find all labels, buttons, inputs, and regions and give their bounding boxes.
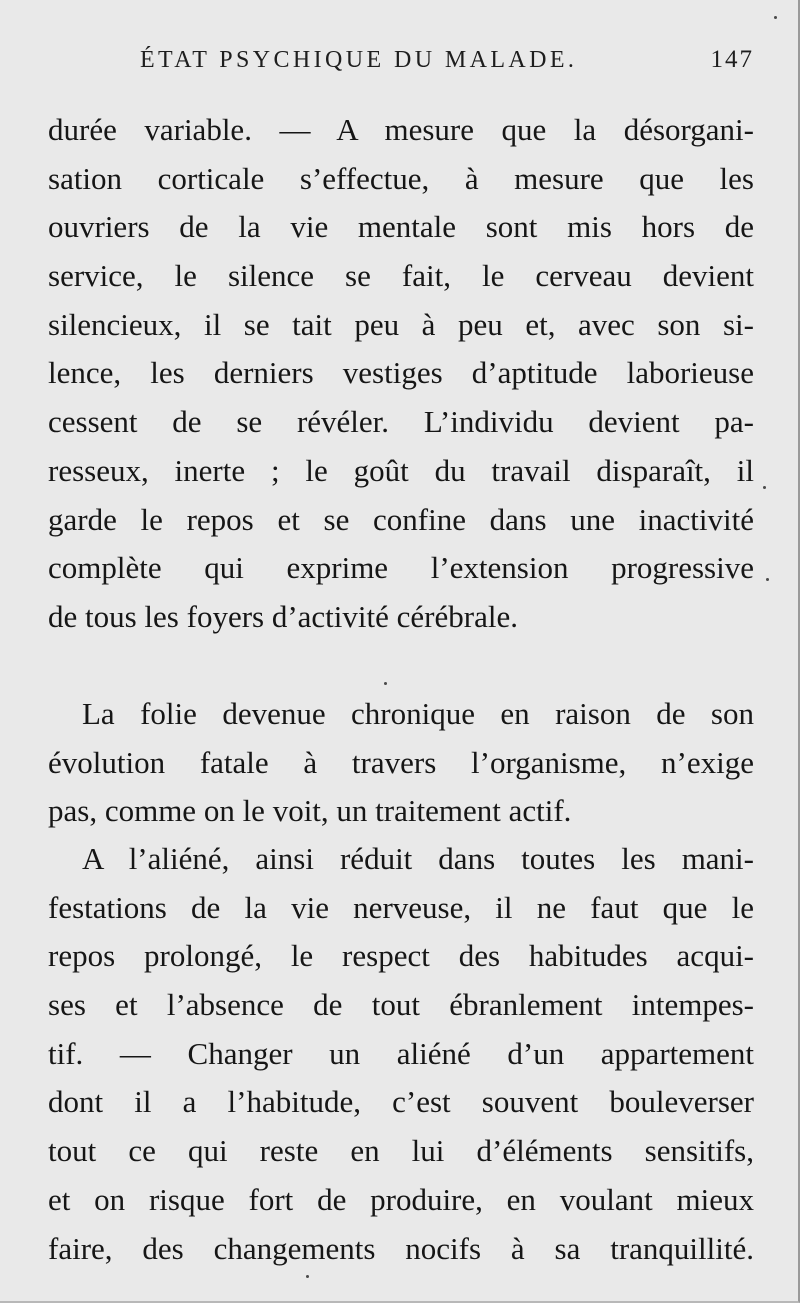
text-line: sation corticale s’effectue, à mesure que les [48, 160, 754, 196]
running-head [48, 40, 754, 80]
paragraph-2 [48, 690, 754, 836]
text-line: complète qui exprime l’extension progressive [48, 550, 754, 586]
text-line: pas, comme on le voit, un traitement actif. [48, 793, 572, 829]
text-line: et on risque fort de produire, en voulant mieux [48, 1181, 754, 1217]
paragraph-3 [48, 835, 754, 1273]
page-number: 147 [710, 46, 754, 73]
text-line: tout ce qui reste en lui d’éléments sensitifs, [48, 1133, 754, 1169]
text-line: lence, les derniers vestiges d’aptitude laborieuse [48, 355, 754, 391]
paragraph-1 [48, 106, 754, 642]
text-line: évolution fatale à travers l’organisme, n’exige [48, 744, 754, 780]
ink-speck [766, 578, 769, 581]
text-line: resseux, inerte ; le goût du travail disparaît, il [48, 452, 754, 488]
text-line: repos prolongé, le respect des habitudes acqui- [48, 938, 754, 974]
text-line: de tous les foyers d’activité cérébrale. [48, 598, 518, 634]
text-line: festations de la vie nerveuse, il ne faut que le [48, 889, 754, 925]
text-line: durée variable. — A mesure que la désorgani- [48, 112, 754, 147]
text-line: cessent de se révéler. L’individu devient pa- [48, 404, 754, 440]
text-line: tif. — Changer un aliéné d’un appartement [48, 1035, 754, 1071]
text-line: garde le repos et se confine dans une inactivité [48, 501, 754, 537]
text-line: service, le silence se fait, le cerveau devient [48, 258, 754, 294]
text-line: ouvriers de la vie mentale sont mis hors de [48, 209, 754, 245]
text-line: La folie devenue chronique en raison de son [82, 696, 754, 731]
text-line: dont il a l’habitude, c’est souvent bouleverser [48, 1084, 754, 1120]
text-line: A l’aliéné, ainsi réduit dans toutes les mani- [82, 841, 754, 876]
text-line: faire, des changements nocifs à sa tranquillité. [48, 1230, 754, 1266]
ink-speck [306, 1275, 309, 1278]
ink-speck [774, 16, 777, 19]
running-title: ÉTAT PSYCHIQUE DU MALADE. [140, 47, 578, 73]
ink-speck [763, 486, 766, 489]
ink-speck [384, 682, 387, 685]
text-line: silencieux, il se tait peu à peu et, avec son si- [48, 306, 754, 342]
text-line: ses et l’absence de tout ébranlement intempes- [48, 987, 754, 1023]
